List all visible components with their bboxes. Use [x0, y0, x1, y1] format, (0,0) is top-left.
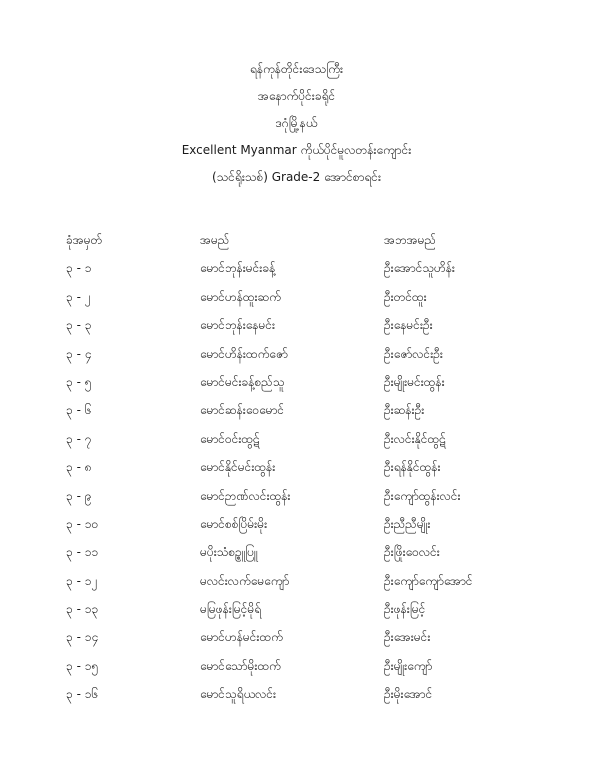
school-name: Excellent Myanmar ကိုယ်ပိုင်မူလတန်းကျောင်း: [181, 143, 412, 157]
student-name-cell: မောင်ဘုန်းနေမင်း: [200, 318, 276, 333]
father-name-cell: ဦးအေးမင်း: [384, 630, 431, 645]
seat-number-cell: ၃ - ၁၆: [66, 687, 99, 702]
father-name-cell: ဦးလင်းနိုင်ထွဋ်: [384, 431, 446, 446]
table-row: [66, 402, 536, 430]
student-name-cell: မောင်စစ်ပြိမ်းမိုး: [200, 516, 268, 531]
seat-number-cell: ၃ - ၁: [66, 261, 92, 276]
table-header-row: [66, 232, 536, 260]
student-name-cell: မလင်းလက်မေကျော်: [200, 573, 290, 588]
seat-number-cell: ၃ - ၁၀: [66, 516, 99, 531]
document-header: [0, 62, 593, 197]
student-name-cell: မောင်ဟန်မင်းထက်: [200, 630, 283, 645]
student-name-cell: မောင်ဆန်းဝေမောင်: [200, 403, 285, 418]
township-title: ဒဂုံမြို့နယ်: [275, 116, 318, 130]
father-name-cell: ဦးဆန်းဦး: [384, 403, 425, 418]
student-name-cell: မောင်မင်းခန့်စည်သူ: [200, 374, 285, 389]
table-row: [66, 488, 536, 516]
father-name-cell: ဦးမျိုးမင်းထွန်း: [384, 374, 445, 389]
table-row: [66, 459, 536, 487]
seat-number-cell: ၃ - ၁၄: [66, 630, 99, 645]
seat-number-cell: ၃ - ၅: [66, 374, 92, 389]
father-name-cell: ဦးမိုးအောင်: [384, 687, 433, 702]
table-row: [66, 573, 536, 601]
table-row: [66, 516, 536, 544]
seat-number-cell: ၃ - ၁၅: [66, 658, 99, 673]
table-row: [66, 629, 536, 657]
student-name-cell: မောင်ဝင်းထွဋ်: [200, 431, 260, 446]
table-row: [66, 317, 536, 345]
student-name-cell: မောင်သူရိယလင်း: [200, 687, 277, 702]
header-seat-number: ခုံအမှတ်: [66, 233, 103, 247]
father-name-cell: ဦးတင်ထူး: [384, 289, 427, 304]
father-name-cell: ဦးကျော်ကျော်အောင်: [384, 573, 473, 588]
seat-number-cell: ၃ - ၄: [66, 346, 92, 361]
father-name-cell: ဦးအောင်သူဟိန်း: [384, 261, 455, 276]
student-name-cell: မောင်ဟိန်းထက်ဇော်: [200, 346, 288, 361]
father-name-cell: ဦးဇော်လင်းဦး: [384, 346, 443, 361]
seat-number-cell: ၃ - ၁၁: [66, 545, 99, 560]
student-name-cell: မောင်ဉာဏ်လင်းထွန်း: [200, 488, 291, 503]
table-row: [66, 658, 536, 686]
seat-number-cell: ၃ - ၂: [66, 289, 91, 304]
student-name-cell: မပိုးသံစဥ္စူပြူ: [200, 545, 258, 560]
father-name-cell: ဦးကျော်ထွန်းလင်း: [384, 488, 461, 503]
father-name-cell: ဦးဖြိုးဝေလင်း: [384, 545, 440, 560]
father-name-cell: ဦးညီညီမျိုး: [384, 516, 431, 531]
region-title: ရန်ကုန်တိုင်းဒေသကြီး: [249, 62, 344, 76]
results-table: [66, 232, 536, 715]
seat-number-cell: ၃ - ၁၂: [66, 573, 98, 588]
student-name-cell: မမြဖုန်းမြင့်မိုရ်: [200, 602, 262, 617]
table-row: [66, 601, 536, 629]
table-row: [66, 260, 536, 288]
table-row: [66, 544, 536, 572]
student-name-cell: မောင်ဘုန်းမင်းခန့်: [200, 261, 276, 276]
student-name-cell: မောင်သော်မိုးထက်: [200, 658, 281, 673]
table-row: [66, 686, 536, 714]
student-name-cell: မောင်နိုင်မင်းထွန်း: [200, 460, 276, 475]
father-name-cell: ဦးနေမင်းဦး: [384, 318, 433, 333]
seat-number-cell: ၃ - ၁၃: [66, 602, 99, 617]
seat-number-cell: ၃ - ၉: [66, 488, 92, 503]
header-father-name: အဘအမည်: [384, 233, 437, 247]
seat-number-cell: ၃ - ၃: [66, 318, 92, 333]
student-name-cell: မောင်ဟန်ထူးဆက်: [200, 289, 281, 304]
father-name-cell: ဦးရန်နိုင်ထွန်း: [384, 460, 441, 475]
table-row: [66, 374, 536, 402]
table-row: [66, 289, 536, 317]
seat-number-cell: ၃ - ၈: [66, 460, 92, 475]
seat-number-cell: ၃ - ၆: [66, 403, 92, 418]
father-name-cell: ဦးမျိုးကျော်: [384, 658, 433, 673]
table-row: [66, 431, 536, 459]
header-name: အမည်: [200, 233, 230, 247]
list-title: (သင်ရိုးသစ်) Grade-2 အောင်စာရင်း: [211, 170, 382, 184]
father-name-cell: ဦးဖုန်းမြင့်: [384, 602, 426, 617]
district-title: အနောက်ပိုင်းခရိုင်: [257, 89, 336, 103]
seat-number-cell: ၃ - ၇: [66, 431, 92, 446]
table-row: [66, 346, 536, 374]
